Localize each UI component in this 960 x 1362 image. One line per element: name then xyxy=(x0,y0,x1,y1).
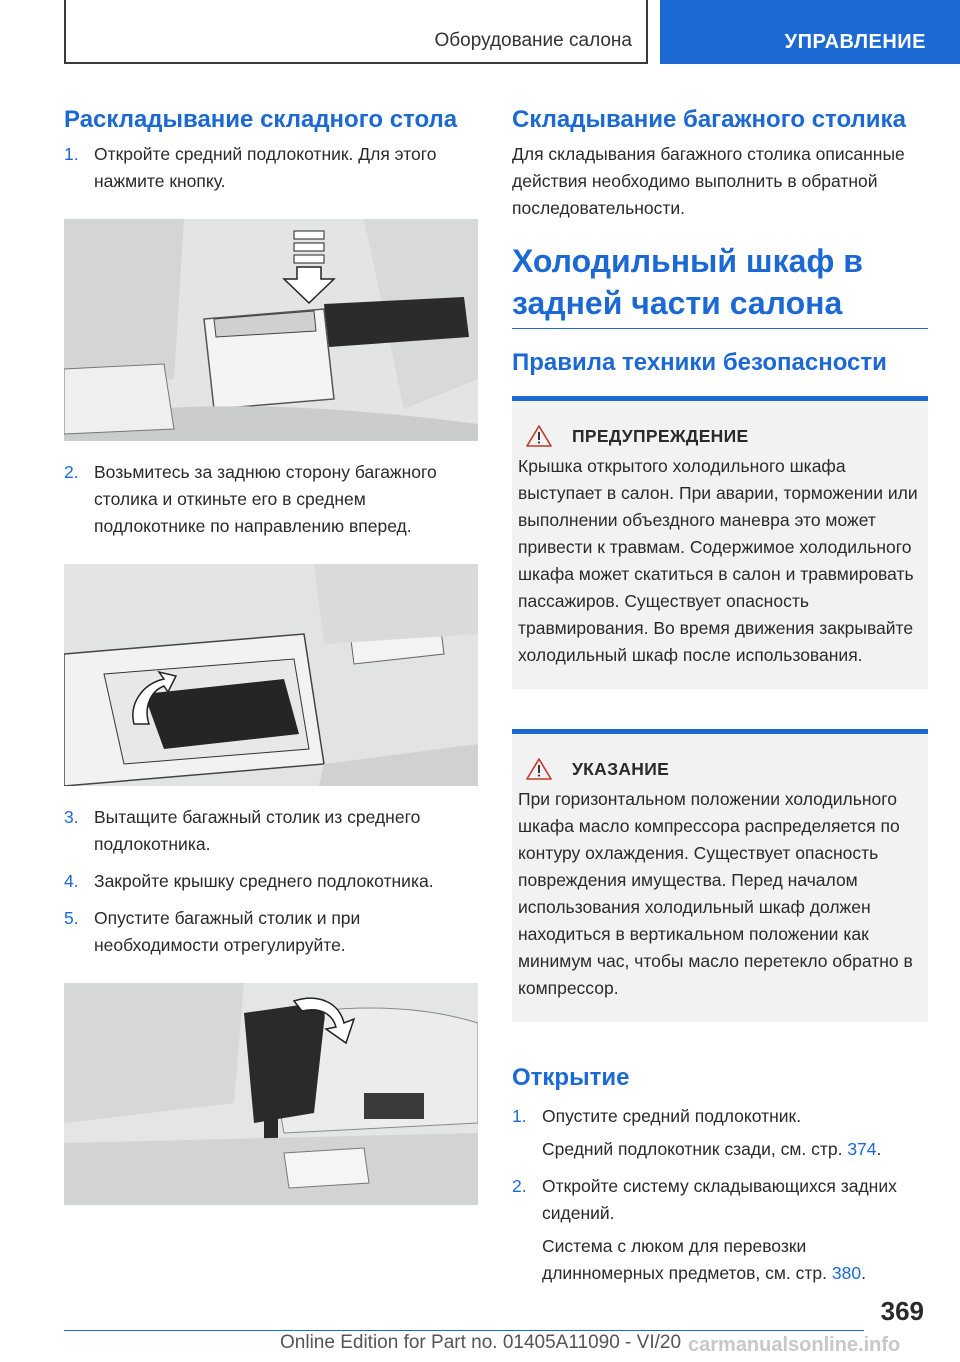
illustration-tray-table-unfold xyxy=(64,564,478,786)
step-text: Опустите багажный столик и при необходимости отрегулируйте. xyxy=(94,908,361,955)
warning-text: Крышка открытого холодильного шкафа выступает в салон. При аварии, торможении или выполнении объездного маневра это может привести к травмам. Содержимое холодильного шкафа может скатиться в салон и травмировать пассажиров. Существует опасность травмирования. Во время движения закрывайте холодильный шкаф после использования. xyxy=(518,456,918,665)
step-item xyxy=(64,905,478,959)
illustration-armrest-button xyxy=(64,219,478,441)
header-chapter-box xyxy=(660,0,960,64)
step-number: 1. xyxy=(512,1106,527,1126)
step-item xyxy=(64,459,478,540)
step-item xyxy=(64,868,478,895)
step-number: 3. xyxy=(64,807,79,827)
step-item xyxy=(512,1103,928,1163)
step-text: Закройте крышку среднего подлокотника. xyxy=(94,871,434,891)
page-link-380[interactable]: 380 xyxy=(831,1263,862,1283)
watermark: carmanualsonline.info xyxy=(688,1334,901,1356)
folding-tray-heading: Складывание багажного столика xyxy=(512,106,906,133)
header-section-title: Оборудование салона xyxy=(434,30,632,51)
step-number: 1. xyxy=(64,144,79,164)
step-number: 2. xyxy=(64,462,79,482)
header-chapter-title: УПРАВЛЕНИЕ xyxy=(784,31,926,53)
fridge-heading: Холодильный шкаф в задней части салона xyxy=(512,240,928,329)
footer-divider xyxy=(64,1330,864,1331)
opening-heading: Открытие xyxy=(512,1064,630,1091)
left-column xyxy=(64,104,478,1223)
illustration-tray-table-adjust xyxy=(64,983,478,1205)
folding-tray-text: Для складывания багажного столика описанные действия необходимо выполнить в обратной последовательности. xyxy=(512,144,905,218)
step-reference: Система с люком для перевозки длинномерных предметов, см. стр. 380. xyxy=(542,1236,866,1283)
notice-triangle-icon xyxy=(526,758,552,780)
step-number: 2. xyxy=(512,1176,527,1196)
folding-table-heading: Раскладывание складного стола xyxy=(64,106,458,133)
right-column xyxy=(512,104,928,1297)
page-link-374[interactable]: 374 xyxy=(847,1139,877,1159)
notice-box xyxy=(512,729,928,1022)
step-reference: Средний подлокотник сзади, см. стр. 374. xyxy=(542,1139,882,1159)
notice-label: УКАЗАНИЕ xyxy=(572,758,670,779)
header-section-box xyxy=(64,0,648,64)
warning-label: ПРЕДУПРЕЖДЕНИЕ xyxy=(572,425,749,446)
step-text: Возьмитесь за заднюю сторону багажного столика и откиньте его в среднем подлокотнике по направлению вперед. xyxy=(94,462,437,536)
step-item xyxy=(512,1173,928,1287)
step-number: 5. xyxy=(64,908,79,928)
step-text: Откройте систему складывающихся задних сидений. xyxy=(542,1176,897,1223)
safety-heading: Правила техники безопасности xyxy=(512,349,887,376)
page-number: 369 xyxy=(880,1296,924,1326)
notice-text: При горизонтальном положении холодильного шкафа масло компрессора распределяется по контуру охлаждения. Существует опасность повреждения имущества. Перед началом использования холодильный шкаф должен находиться в вертикальном положении как минимум час, чтобы масло перетекло обратно в компрессор. xyxy=(518,789,913,998)
step-text: Вытащите багажный столик из среднего подлокотника. xyxy=(94,807,421,854)
warning-box xyxy=(512,396,928,689)
step-item xyxy=(64,804,478,858)
step-text: Опустите средний подлокотник. xyxy=(542,1106,802,1126)
step-text: Откройте средний подлокотник. Для этого нажмите кнопку. xyxy=(94,144,437,191)
edition-text: Online Edition for Part no. 01405A11090 - VI/20 xyxy=(280,1332,682,1353)
step-item xyxy=(64,141,478,195)
warning-triangle-icon xyxy=(526,425,552,447)
step-number: 4. xyxy=(64,871,79,891)
